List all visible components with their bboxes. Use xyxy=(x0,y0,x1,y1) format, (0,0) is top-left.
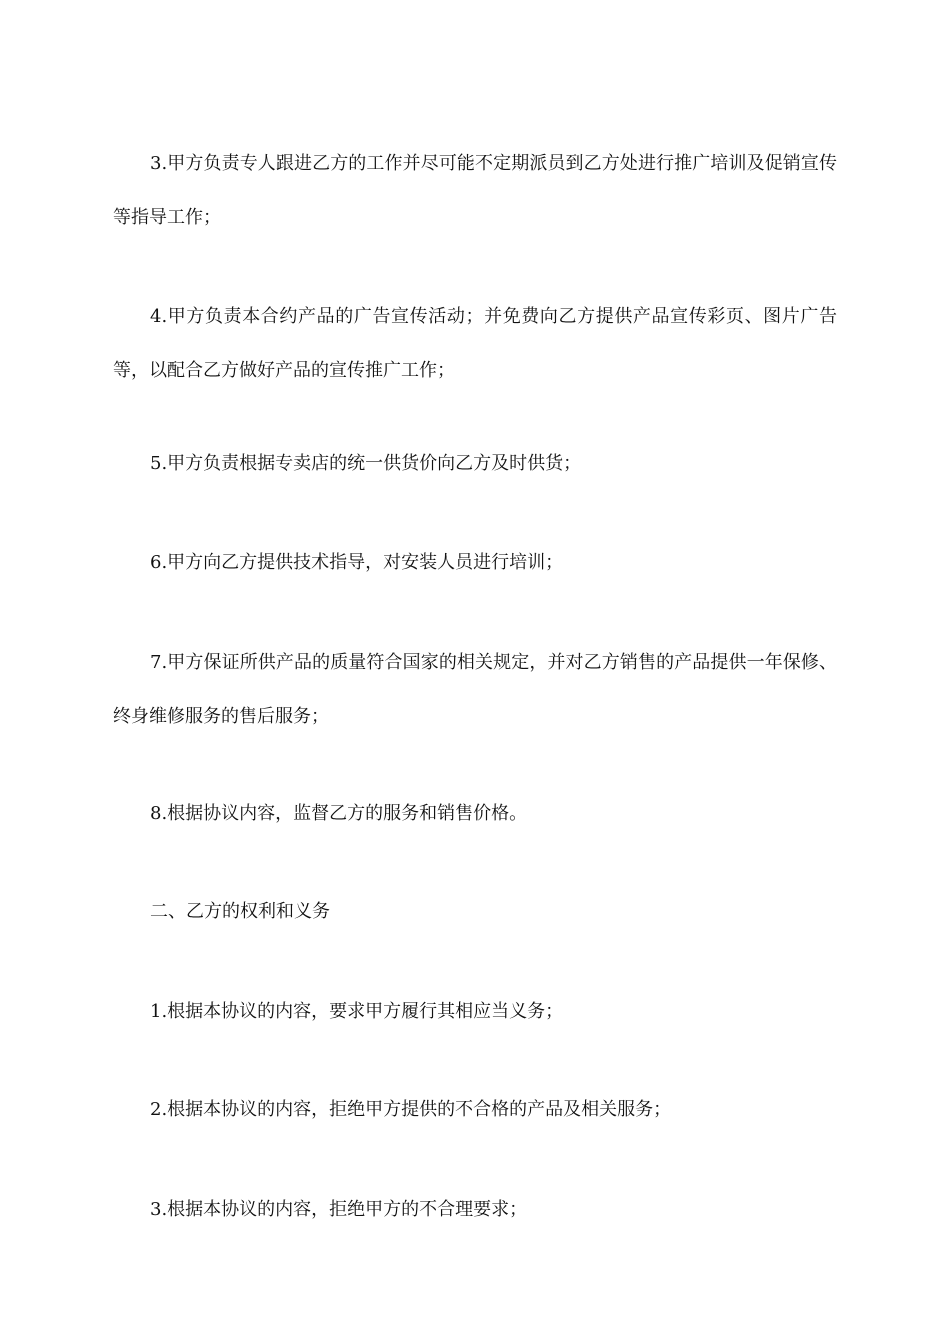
clause-party-a-5: 5.甲方负责根据专卖店的统一供货价向乙方及时供货； xyxy=(150,453,582,474)
clause-party-a-8: 8.根据协议内容，监督乙方的服务和销售价格。 xyxy=(150,803,528,824)
clause-party-a-4: 4.甲方负责本合约产品的广告宣传活动；并免费向乙方提供产品宣传彩页、图片广告等，以配合乙方做好产品的宣传推广工作； xyxy=(113,306,837,381)
clause-party-a-3: 3.甲方负责专人跟进乙方的工作并尽可能不定期派员到乙方处进行推广培训及促销宣传等指导工作； xyxy=(113,153,837,228)
section-heading-party-b: 二、乙方的权利和义务 xyxy=(150,901,330,922)
clause-party-a-6: 6.甲方向乙方提供技术指导，对安装人员进行培训； xyxy=(150,552,564,573)
clause-party-b-3: 3.根据本协议的内容，拒绝甲方的不合理要求； xyxy=(150,1199,528,1220)
clause-party-b-1: 1.根据本协议的内容，要求甲方履行其相应当义务； xyxy=(150,1001,564,1022)
clause-party-b-2: 2.根据本协议的内容，拒绝甲方提供的不合格的产品及相关服务； xyxy=(150,1099,672,1120)
clause-party-a-7: 7.甲方保证所供产品的质量符合国家的相关规定，并对乙方销售的产品提供一年保修、终身维修服务的售后服务； xyxy=(113,652,837,727)
